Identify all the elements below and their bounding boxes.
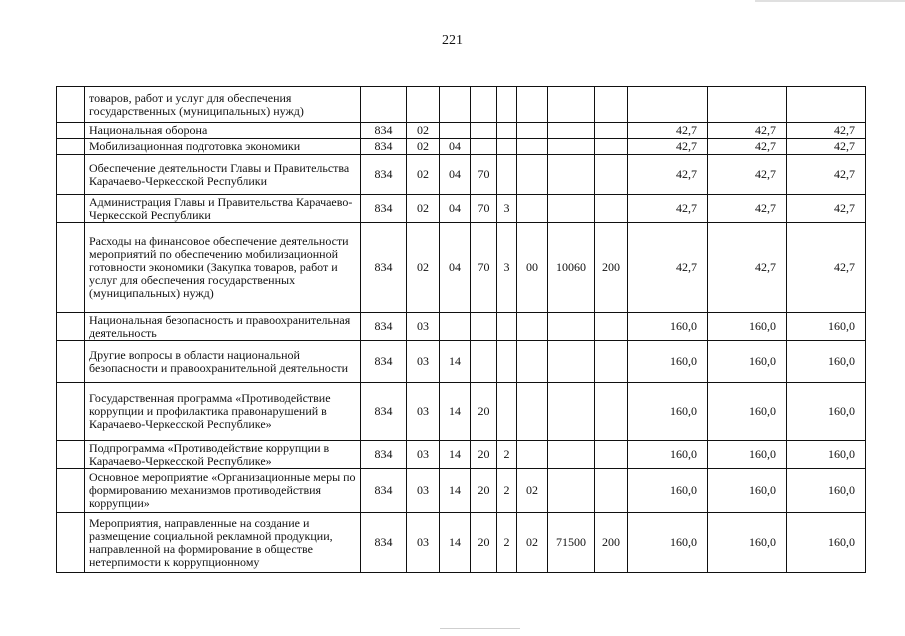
expense-type-cell <box>595 441 628 469</box>
page-number: 221 <box>442 33 463 48</box>
item-name-cell: товаров, работ и услуг для обеспечения государственных (муниципальных) нужд) <box>85 87 361 123</box>
expense-type-cell <box>595 195 628 223</box>
item-name-cell: Национальная безопасность и правоохранительная деятельность <box>85 313 361 341</box>
direction-code-cell <box>548 195 595 223</box>
direction-code-cell <box>548 87 595 123</box>
item-name-cell: Другие вопросы в области национальной безопасности и правоохранительной деятельности <box>85 341 361 383</box>
program-code-cell <box>471 87 497 123</box>
subprogram-code-cell: 2 <box>497 469 517 513</box>
direction-code-cell <box>548 383 595 441</box>
subsection-code-cell: 14 <box>440 513 471 573</box>
budget-table-body <box>57 87 866 573</box>
admin-code-cell: 834 <box>361 341 407 383</box>
section-code-cell <box>407 87 440 123</box>
item-name-cell: Подпрограмма «Противодействие коррупции в Карачаево-Черкесской Республике» <box>85 441 361 469</box>
table-row <box>57 87 866 123</box>
row-margin-cell <box>57 441 85 469</box>
table-row <box>57 313 866 341</box>
event-code-cell <box>517 195 548 223</box>
expense-type-cell: 200 <box>595 513 628 573</box>
item-name-cell: Расходы на финансовое обеспечение деятельности мероприятий по обеспечению мобилизационной готовности экономики (Закупка товаров, работ и услуг для обеспечения государственных (муниципальных) нужд) <box>85 223 361 313</box>
event-code-cell: 02 <box>517 469 548 513</box>
row-margin-cell <box>57 139 85 155</box>
amount-year3-cell: 42,7 <box>787 123 866 139</box>
amount-year2-cell <box>708 87 787 123</box>
item-name-cell: Обеспечение деятельности Главы и Правительства Карачаево-Черкесской Республики <box>85 155 361 195</box>
direction-code-cell <box>548 341 595 383</box>
amount-year1-cell: 42,7 <box>628 223 708 313</box>
subprogram-code-cell <box>497 155 517 195</box>
admin-code-cell: 834 <box>361 313 407 341</box>
table-row <box>57 383 866 441</box>
direction-code-cell <box>548 441 595 469</box>
program-code-cell: 70 <box>471 155 497 195</box>
expense-type-cell <box>595 383 628 441</box>
program-code-cell: 20 <box>471 383 497 441</box>
section-code-cell: 03 <box>407 341 440 383</box>
subprogram-code-cell <box>497 383 517 441</box>
row-margin-cell <box>57 313 85 341</box>
subsection-code-cell <box>440 313 471 341</box>
admin-code-cell: 834 <box>361 383 407 441</box>
admin-code-cell: 834 <box>361 139 407 155</box>
section-code-cell: 02 <box>407 195 440 223</box>
admin-code-cell: 834 <box>361 195 407 223</box>
table-row <box>57 469 866 513</box>
amount-year3-cell: 42,7 <box>787 155 866 195</box>
subsection-code-cell <box>440 87 471 123</box>
direction-code-cell <box>548 469 595 513</box>
item-name-cell: Государственная программа «Противодействие коррупции и профилактика правонарушений в Карачаево-Черкесской Республике» <box>85 383 361 441</box>
subsection-code-cell: 14 <box>440 383 471 441</box>
admin-code-cell: 834 <box>361 513 407 573</box>
amount-year3-cell: 160,0 <box>787 469 866 513</box>
table-row <box>57 155 866 195</box>
program-code-cell: 70 <box>471 223 497 313</box>
row-margin-cell <box>57 469 85 513</box>
row-margin-cell <box>57 341 85 383</box>
amount-year2-cell: 160,0 <box>708 469 787 513</box>
admin-code-cell: 834 <box>361 123 407 139</box>
program-code-cell: 20 <box>471 469 497 513</box>
subprogram-code-cell <box>497 139 517 155</box>
subsection-code-cell: 14 <box>440 441 471 469</box>
event-code-cell <box>517 383 548 441</box>
amount-year3-cell: 42,7 <box>787 195 866 223</box>
subsection-code-cell: 04 <box>440 155 471 195</box>
program-code-cell: 70 <box>471 195 497 223</box>
event-code-cell: 00 <box>517 223 548 313</box>
item-name-cell: Мероприятия, направленные на создание и размещение социальной рекламной продукции, направленной на формирование в обществе нетерпимости к коррупционному <box>85 513 361 573</box>
event-code-cell <box>517 441 548 469</box>
amount-year3-cell: 160,0 <box>787 441 866 469</box>
amount-year3-cell: 42,7 <box>787 223 866 313</box>
event-code-cell <box>517 155 548 195</box>
amount-year1-cell: 160,0 <box>628 383 708 441</box>
section-code-cell: 03 <box>407 513 440 573</box>
program-code-cell <box>471 313 497 341</box>
item-name-cell: Основное мероприятие «Организационные меры по формированию механизмов противодействия коррупции» <box>85 469 361 513</box>
event-code-cell <box>517 87 548 123</box>
admin-code-cell: 834 <box>361 441 407 469</box>
row-margin-cell <box>57 383 85 441</box>
direction-code-cell <box>548 139 595 155</box>
amount-year2-cell: 160,0 <box>708 441 787 469</box>
table-row <box>57 341 866 383</box>
direction-code-cell <box>548 123 595 139</box>
section-code-cell: 02 <box>407 139 440 155</box>
item-name-cell: Мобилизационная подготовка экономики <box>85 139 361 155</box>
expense-type-cell <box>595 139 628 155</box>
section-code-cell: 02 <box>407 123 440 139</box>
amount-year2-cell: 42,7 <box>708 123 787 139</box>
row-margin-cell <box>57 513 85 573</box>
subprogram-code-cell: 2 <box>497 441 517 469</box>
amount-year1-cell: 42,7 <box>628 155 708 195</box>
scan-artifact <box>755 0 905 2</box>
subsection-code-cell: 14 <box>440 469 471 513</box>
expense-type-cell <box>595 155 628 195</box>
amount-year1-cell: 160,0 <box>628 469 708 513</box>
row-margin-cell <box>57 87 85 123</box>
section-code-cell: 03 <box>407 383 440 441</box>
event-code-cell <box>517 313 548 341</box>
subprogram-code-cell <box>497 341 517 383</box>
subprogram-code-cell <box>497 313 517 341</box>
amount-year1-cell: 160,0 <box>628 313 708 341</box>
amount-year2-cell: 160,0 <box>708 383 787 441</box>
amount-year2-cell: 160,0 <box>708 313 787 341</box>
program-code-cell: 20 <box>471 441 497 469</box>
amount-year1-cell: 42,7 <box>628 195 708 223</box>
amount-year3-cell: 160,0 <box>787 383 866 441</box>
direction-code-cell: 71500 <box>548 513 595 573</box>
subsection-code-cell <box>440 123 471 139</box>
budget-table <box>56 86 866 573</box>
subsection-code-cell: 04 <box>440 139 471 155</box>
subprogram-code-cell: 3 <box>497 223 517 313</box>
subsection-code-cell: 14 <box>440 341 471 383</box>
table-row <box>57 513 866 573</box>
scan-artifact <box>440 628 520 629</box>
amount-year1-cell: 42,7 <box>628 123 708 139</box>
expense-type-cell <box>595 123 628 139</box>
table-row <box>57 123 866 139</box>
program-code-cell <box>471 341 497 383</box>
amount-year3-cell <box>787 87 866 123</box>
subprogram-code-cell <box>497 87 517 123</box>
item-name-cell: Национальная оборона <box>85 123 361 139</box>
table-row <box>57 195 866 223</box>
direction-code-cell: 10060 <box>548 223 595 313</box>
amount-year1-cell: 160,0 <box>628 513 708 573</box>
subprogram-code-cell: 3 <box>497 195 517 223</box>
amount-year3-cell: 42,7 <box>787 139 866 155</box>
section-code-cell: 03 <box>407 469 440 513</box>
row-margin-cell <box>57 223 85 313</box>
admin-code-cell: 834 <box>361 223 407 313</box>
amount-year3-cell: 160,0 <box>787 341 866 383</box>
direction-code-cell <box>548 155 595 195</box>
row-margin-cell <box>57 195 85 223</box>
item-name-cell: Администрация Главы и Правительства Карачаево-Черкесской Республики <box>85 195 361 223</box>
event-code-cell <box>517 139 548 155</box>
subprogram-code-cell <box>497 123 517 139</box>
event-code-cell: 02 <box>517 513 548 573</box>
direction-code-cell <box>548 313 595 341</box>
table-row <box>57 139 866 155</box>
admin-code-cell: 834 <box>361 469 407 513</box>
event-code-cell <box>517 341 548 383</box>
amount-year3-cell: 160,0 <box>787 313 866 341</box>
amount-year2-cell: 42,7 <box>708 139 787 155</box>
table-row <box>57 223 866 313</box>
program-code-cell <box>471 139 497 155</box>
row-margin-cell <box>57 155 85 195</box>
amount-year1-cell: 160,0 <box>628 341 708 383</box>
expense-type-cell: 200 <box>595 223 628 313</box>
section-code-cell: 03 <box>407 441 440 469</box>
subsection-code-cell: 04 <box>440 195 471 223</box>
admin-code-cell <box>361 87 407 123</box>
amount-year2-cell: 160,0 <box>708 341 787 383</box>
expense-type-cell <box>595 341 628 383</box>
amount-year1-cell <box>628 87 708 123</box>
amount-year2-cell: 42,7 <box>708 155 787 195</box>
amount-year3-cell: 160,0 <box>787 513 866 573</box>
amount-year2-cell: 160,0 <box>708 513 787 573</box>
event-code-cell <box>517 123 548 139</box>
section-code-cell: 02 <box>407 223 440 313</box>
expense-type-cell <box>595 469 628 513</box>
expense-type-cell <box>595 313 628 341</box>
program-code-cell <box>471 123 497 139</box>
amount-year2-cell: 42,7 <box>708 195 787 223</box>
admin-code-cell: 834 <box>361 155 407 195</box>
program-code-cell: 20 <box>471 513 497 573</box>
section-code-cell: 02 <box>407 155 440 195</box>
expense-type-cell <box>595 87 628 123</box>
amount-year1-cell: 160,0 <box>628 441 708 469</box>
section-code-cell: 03 <box>407 313 440 341</box>
row-margin-cell <box>57 123 85 139</box>
subsection-code-cell: 04 <box>440 223 471 313</box>
amount-year1-cell: 42,7 <box>628 139 708 155</box>
table-row <box>57 441 866 469</box>
subprogram-code-cell: 2 <box>497 513 517 573</box>
amount-year2-cell: 42,7 <box>708 223 787 313</box>
